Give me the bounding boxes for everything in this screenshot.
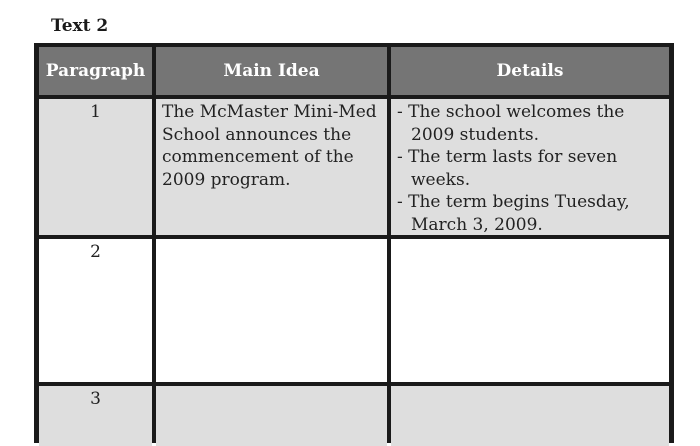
header-details: Details: [391, 47, 669, 95]
document-title: Text 2: [51, 16, 109, 36]
row-2-details: [391, 239, 669, 382]
row-3-paragraph-number: 3: [39, 386, 152, 446]
row-2-paragraph-number: 2: [39, 239, 152, 382]
row-1-details: [391, 99, 669, 235]
row-1-detail-1: - The school welcomes the 2009 students.: [397, 102, 625, 145]
row-3-details: [391, 386, 669, 446]
row-2-main-idea: [156, 239, 387, 382]
header-main-idea: Main Idea: [156, 47, 387, 95]
summary-table: [34, 43, 674, 443]
row-1-paragraph-number: 1: [39, 99, 152, 235]
row-3-main-idea: [156, 386, 387, 446]
header-paragraph: Paragraph: [39, 47, 152, 95]
row-1-detail-3: - The term begins Tuesday, March 3, 2009.: [397, 192, 630, 235]
row-1-detail-2: - The term lasts for seven weeks.: [397, 147, 618, 190]
row-1-main-idea: The McMaster Mini-Med School announces the commencement of the 2009 program.: [156, 99, 387, 235]
